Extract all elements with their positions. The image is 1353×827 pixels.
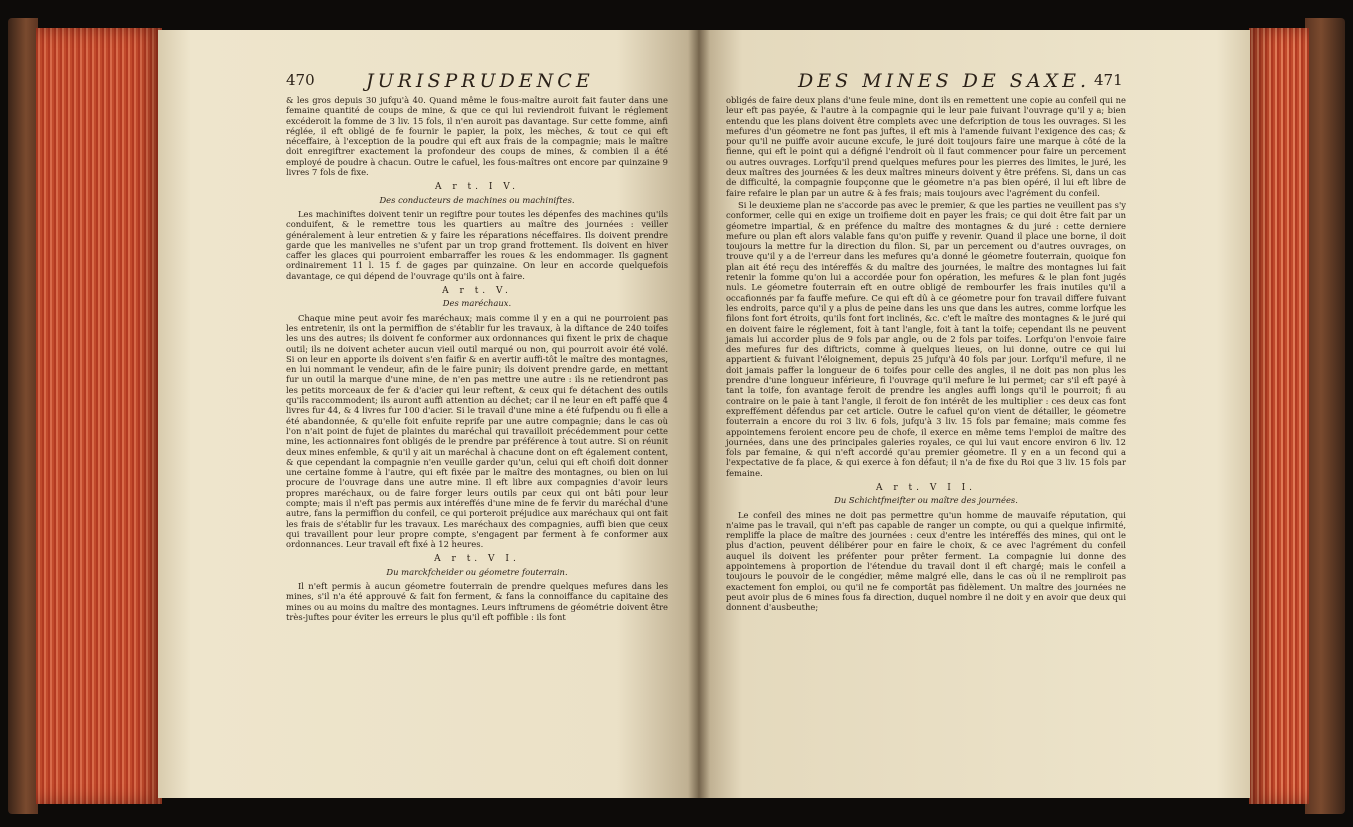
book-cover-left <box>8 18 38 814</box>
page-edges-right <box>1249 28 1309 804</box>
article-subtitle: Des maréchaux. <box>442 298 512 309</box>
article-heading: A r t. V. <box>442 286 512 297</box>
page-number: 471 <box>1094 71 1123 89</box>
article-heading: A r t. V I. <box>434 554 520 565</box>
text-column <box>286 95 668 624</box>
left-page <box>158 30 698 798</box>
running-head: JURISPRUDENCE <box>366 70 594 92</box>
text-column <box>726 95 1126 615</box>
paragraph: Les machiniftes doivent tenir un regiftre pour toutes les dépenfes des machines qu'ils conduifent, & le remettre tous les quartiers au maître des journées : veiller généralement à leur entretien & y faire les réparations néceffaires. Ils doivent prendre garde que les manivelles ne s'ufent par un trop grand frottement. Ils doivent en hiver caffer les glaces qui pourroient embarraffer les roues & les endommager. Ils gagnent ordinairement 11 l. 15 f. de gages par quinzaine. On leur en accorde quelquefois davantage, ce qui dépend de l'ouvrage qu'ils ont à faire. <box>286 208 668 281</box>
running-head: DES MINES DE SAXE. <box>798 70 1090 92</box>
page-number: 470 <box>286 71 315 89</box>
right-page <box>698 30 1250 798</box>
paragraph: Chaque mine peut avoir fes maréchaux; mais comme il y en a qui ne pourroient pas les entretenir, ils ont la permiffion de s'établir fur les travaux, à la diftance de 240 toifes les uns des autres; ils doivent fe conformer aux ordonnances qui fixent le prix de chaque outil; ils ne doivent acheter aucun vieil outil marqué ou non, qui pourroit avoir été volé. Si on leur en apporte ils doivent s'en faifir & en avertir auffi-tôt le maître des montagnes, en lui nommant le vendeur, afin de le faire punir; ils doivent prendre garde, en mettant fur un outil la marque d'une mine, de n'en pas mettre une autre : ils ne retiendront pas les petits morceaux de fer & d'acier qui leur reftent, & ceux qui fe détachent des outils qu'ils raccommodent; ils auront auffi attention au déchet; car il ne leur en eft paffé que 4 livres fur 44, & 4 livres fur 100 d'acier. Si le travail d'une mine a été fufpendu ou fi elle a été abandonnée, & qu'elle foit enfuite reprife par une autre compagnie; dans le cas où l'on n'ait point de fujet de plaintes du maréchal qui travailloit précédemment pour cette mine, les actionnaires font obligés de le prendre par préférence à tout autre. Si on réunit deux mines enfemble, & qu'il y ait un maréchal à chacune dont on eft également content, & que cependant la compagnie n'en veuille garder qu'un, celui qui eft choifi doit donner une certaine fomme à l'autre, qui eft fixée par le maître des montagnes, ou bien on lui procure de l'ouvrage dans une autre mine. Il eft libre aux compagnies d'avoir leurs propres maréchaux, ou de faire forger leurs outils par ceux qui ont bâti pour leur compte; mais il n'eft pas permis aux intéreffés d'une mine de fe fervir du maréchal d'une autre, fans la permiffion du confeil, ce qui porteroit préjudice aux maréchaux qui ont fait les frais de s'établir fur les travaux. Les maréchaux des compagnies, auffi bien que ceux qui travaillent pour leur propre compte, s'engagent par ferment à fe conformer aux ordonnances. Leur travail eft fixé à 12 heures. <box>286 312 668 550</box>
article-heading: A r t. V I I. <box>875 482 977 493</box>
article-subtitle: Des conducteurs de machines ou machiniftes. <box>379 194 575 205</box>
book-gutter <box>688 30 710 798</box>
paragraph: Le confeil des mines ne doit pas permettre qu'un homme de mauvaife réputation, qui n'aime pas le travail, qui n'eft pas capable de ranger un compte, ou qui a quelque infirmité, rempliffe la place de maître des journées : ceux d'entre les intéreffés des mines, qui ont le plus d'action, peuvent délibérer pour en faire le choix, & ce avec l'agrément du confeil auquel ils doivent les préfenter pour prêter ferment. La compagnie lui donne des appointemens à proportion de l'étendue du travail dont il eft chargé; mais le confeil a toujours le pouvoir de le congédier, même malgré elle, dans le cas où il ne rempliroit pas exactement fon emploi, ou qu'il ne fe comportât pas fidèlement. Un maître des journées ne peut avoir plus de 6 mines fous fa direction, duquel nombre il ne doit y en avoir que deux qui donnent d'ausbeuthe; <box>726 509 1126 613</box>
article-heading: A r t. I V. <box>434 182 520 193</box>
paragraph: & les gros depuis 30 jufqu'à 40. Quand même le fous-maître auroit fait fauter dans une femaine quantité de coups de mine, & que ce qui lui reviendroit fuivant le réglement excéderoit la fomme de 3 liv. 15 fols, il n'en auroit pas davantage. Sur cette fomme, ainfi réglée, il eft obligé de fe fournir le papier, la poix, les mèches, & tout ce qui eft néceffaire, à l'exception de la poudre qui eft aux frais de la compagnie; mais le maître doit enregiftrer exactement la profondeur des coups de mines, & combien il a été employé de poudre à chacun. Outre le cafuel, les fous-maîtres ont encore par quinzaine 9 livres 7 fols de fixe. <box>286 95 668 178</box>
paragraph: obligés de faire deux plans d'une feule mine, dont ils en remettent une copie au confeil qui ne leur eft pas payée, & l'autre à la compagnie qui le leur paie fuivant l'ouvrage qu'il y a; bien entendu que les plans doivent être complets avec une defcription de tous les ouvrages. Si les mefures d'un géometre ne font pas juftes, il eft mis à l'amende fuivant l'exigence des cas; & pour qu'il ne puiffe avoir aucune excufe, le juré doit toujours faire une marque à côté de la fienne, qui eft le point qui a défigné l'endroit où il faut commencer pour faire un percement ou autres ouvrages. Lorfqu'il prend quelques mefures pour les pierres des limites, le juré, les deux maîtres des journées & les deux maîtres mineurs doivent y être préfens. Si, dans un cas de difficulté, la compagnie foupçonne que le géometre n'a pas bien opéré, il lui eft libre de faire refaire le plan par un autre & à fes frais; mais toujours avec l'agrément du confeil. <box>726 95 1126 198</box>
book-cover-right <box>1305 18 1345 814</box>
article-subtitle: Du Schichtfmeifter ou maître des journées. <box>834 495 1018 506</box>
article-subtitle: Du marckfcheider ou géometre fouterrain. <box>386 566 568 577</box>
paragraph: Si le deuxieme plan ne s'accorde pas avec le premier, & que les parties ne veuillent pas s'y conformer, celle qui en exige un troifieme doit en payer les frais; ce qui doit être fait par un géometre impartial, & en préfence du maître des montagnes & du juré : cette derniere mefure ou plan eft alors valable fans qu'on puiffe y revenir. Quand il place une borne, il doit toujours la mettre fur la direction du filon. Si, par un percement ou d'autres ouvrages, on trouve qu'il y a de l'erreur dans les mefures qu'a donné le géometre fouterrain, quoique fon plan ait été reçu des intéreffés & du maître des journées, le maître des montagnes lui fait retenir la fomme qu'on lui a accordée pour fon opération, les mefures & le plan font jugés nuls. Le géometre fouterrain eft en outre obligé de rembourfer les frais inutiles qu'il a occafionnés par fa fauffe mefure. Ce qui eft dû à ce géometre pour fon travail differe fuivant les endroits, parce qu'il y a plus de peine dans les uns que dans les autres, comme lorfque les filons font fort étroits, qu'ils font fort inclinés, &c. c'eft le maître des montagnes & le juré qui en doivent faire le réglement, foit à tant l'angle, foit à tant la toife; cependant ils ne peuvent jamais lui accorder plus de 9 fols par angle, ou de 2 fols par toifes. Lorfqu'on l'envoie faire des mefures fur des diftricts, comme à quelques lieues, on lui donne, outre ce qui lui appartient & fuivant l'éloignement, depuis 25 jufqu'à 40 fols par jour. Lorfqu'il mefure, il ne doit jamais paffer la longueur de 6 toifes pour celle des angles, il ne doit pas non plus les prendre d'une longueur inférieure, fi l'ouvrage qu'il mefure le lui permet; car s'il eft payé à tant la toife, fon avantage feroit de prendre les angles auffi longs qu'il le pourroit; fi au contraire on le paie à tant l'angle, il feroit de fon intérêt de les multiplier : ces deux cas font expreffément défendus par cet article. Outre le cafuel qu'on vient de détailler, le géometre fouterrain a encore du roi 3 liv. 6 fols, jufqu'à 3 liv. 15 fols par femaine; mais comme fes appointemens feroient encore peu de chofe, il exerce en même tems l'emploi de maître des journées, dans une des principales galeries royales, ce qui lui vaut encore environ 6 liv. 12 fols par femaine, & qui n'eft accordé qu'au premier géometre. Il y en a un fecond qui a l'expectative de fa place, & qui exerce à fon défaut; il n'a de fixe du Roi que 3 liv. 15 fols par femaine. <box>726 199 1126 478</box>
page-edges-left <box>36 28 162 804</box>
paragraph: Il n'eft permis à aucun géometre fouterrain de prendre quelques mefures dans les mines, s'il n'a été approuvé & fait fon ferment, & fans la connoiffance du capitaine des mines ou au moins du maître des montagnes. Leurs inftrumens de géométrie doivent être très-juftes pour éviter les erreurs le plus qu'il eft poffible : ils font <box>286 581 668 622</box>
